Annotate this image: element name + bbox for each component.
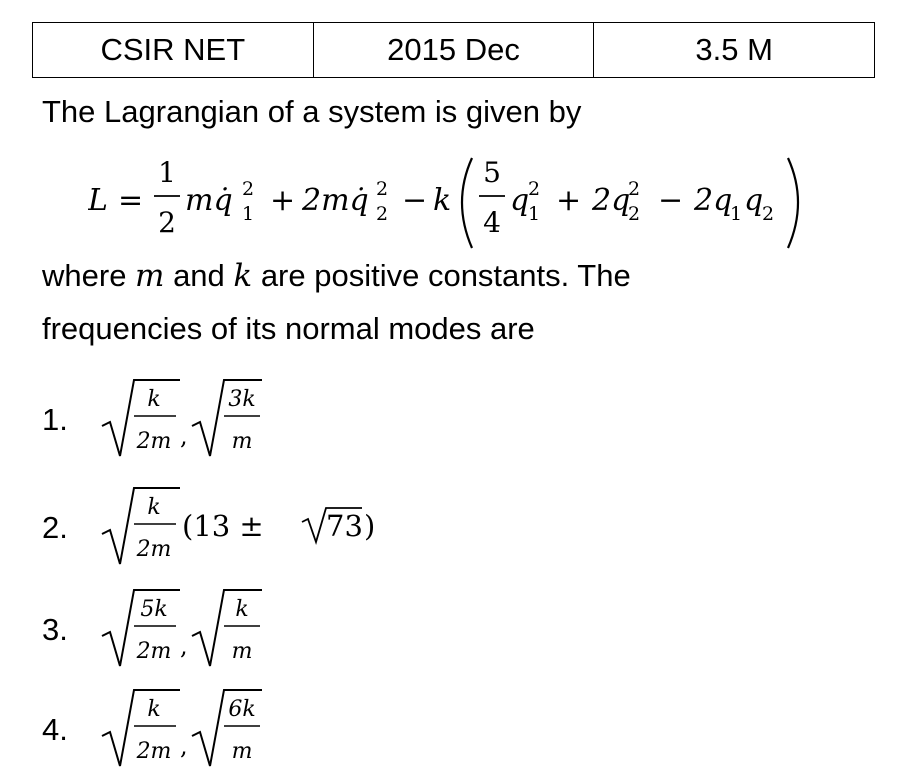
option-label: 2. — [42, 510, 68, 545]
svg-text:m: m — [231, 429, 253, 454]
eq-k: k — [433, 183, 452, 218]
question-intro: The Lagrangian of a system is given by — [42, 94, 582, 129]
eq-term1-sub: 1 — [242, 203, 255, 225]
eq-plus2: + — [556, 183, 582, 218]
tail-open: (13 ± — [182, 509, 264, 543]
eq-term1: mq̇ — [185, 183, 233, 218]
option-1-math — [102, 378, 322, 468]
option-1[interactable] — [42, 378, 642, 468]
lagrangian-equation — [88, 148, 828, 258]
option-label: 4. — [42, 712, 68, 747]
svg-text:2m: 2m — [136, 429, 172, 454]
eq-term4-sup: 2 — [628, 178, 641, 200]
eq-right-paren — [788, 158, 798, 248]
separator: , — [180, 732, 188, 760]
marks-cell: 3.5 M — [593, 23, 874, 77]
svg-text:2m: 2m — [136, 639, 172, 664]
tail-close: ) — [364, 509, 376, 543]
eq-frac-den: 4 — [483, 206, 501, 239]
option-4[interactable] — [42, 688, 642, 778]
eq-term1-sup: 2 — [242, 178, 255, 200]
svg-text:m: m — [231, 639, 253, 664]
header-table — [32, 22, 875, 78]
exam-cell: CSIR NET — [100, 32, 246, 67]
eq-q1-sub: 1 — [528, 203, 541, 225]
svg-text:6k: 6k — [228, 697, 256, 722]
eq-frac-num: 5 — [483, 156, 501, 189]
separator: , — [180, 632, 188, 660]
option-2-math — [102, 486, 422, 576]
eq-left-paren — [462, 158, 472, 248]
eq-minus2: − — [658, 183, 684, 218]
eq-term4-sub: 2 — [628, 203, 641, 225]
session-cell: 2015 Dec — [313, 23, 594, 77]
question-line2: where m and k are positive constants. The — [42, 258, 631, 294]
svg-text:k: k — [235, 597, 249, 622]
svg-text:m: m — [231, 739, 253, 764]
option-label: 3. — [42, 612, 68, 647]
eq-term2: 2mq̇ — [302, 183, 369, 218]
eq-term5-q: q — [744, 183, 764, 218]
eq-q1-sup: 2 — [528, 178, 541, 200]
var-m: m — [135, 258, 165, 294]
option-2[interactable] — [42, 486, 642, 576]
svg-text:2m: 2m — [136, 537, 172, 562]
eq-term4: 2q — [592, 183, 631, 218]
eq-term5: 2q — [694, 183, 733, 218]
question-line3: frequencies of its normal modes are — [42, 311, 535, 346]
eq-half-den: 2 — [158, 206, 176, 239]
tail-rad: 73 — [326, 509, 363, 543]
var-k: k — [233, 258, 253, 294]
eq-lhs: L — [88, 183, 108, 218]
eq-term5-sub2: 2 — [762, 203, 775, 225]
svg-text:5k: 5k — [140, 597, 168, 622]
svg-text:k: k — [147, 495, 161, 520]
eq-term5-sub1: 1 — [730, 203, 743, 225]
eq-minus1: − — [402, 183, 428, 218]
eq-q1: q — [510, 183, 530, 218]
eq-term2-sup: 2 — [376, 178, 389, 200]
eq-term2-sub: 2 — [376, 203, 389, 225]
eq-plus1: + — [270, 183, 296, 218]
option-3-math — [102, 588, 322, 678]
svg-text:2m: 2m — [136, 739, 172, 764]
separator: , — [180, 422, 188, 450]
option-4-math — [102, 688, 322, 778]
svg-text:k: k — [147, 697, 161, 722]
eq-half-num: 1 — [158, 156, 176, 189]
option-3[interactable] — [42, 588, 642, 678]
eq-equals: = — [118, 183, 144, 218]
option-label: 1. — [42, 402, 68, 437]
svg-text:k: k — [147, 387, 161, 412]
svg-text:3k: 3k — [228, 387, 256, 412]
